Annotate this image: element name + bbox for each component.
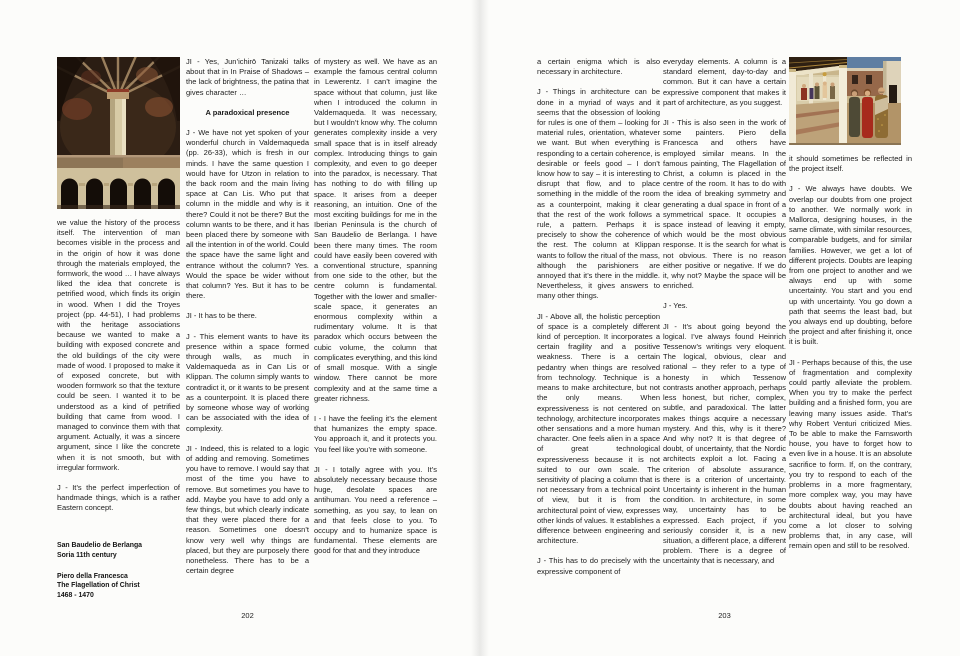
body-paragraph: JI - Indeed, this is related to a logic of adding and removing. Sometimes you have to remove. I would say that most of the time you have to remove. But sometimes you have to add. Maybe you have to add only a few things, but which clearly indicate that they were placed there for a reason. Sometimes one doesn’t know very well why things are placed, but they are purposely there nonetheless. There has to be a certain degree <box>186 443 309 576</box>
flagellation-painting <box>789 57 912 145</box>
body-paragraph: JI - I totally agree with you. It’s absolutely necessary because those huge, desolate spaces are antihuman. You need a reference – something, as you say, to lean on and that feels close to you. To occupy and to humanize space is fundamental. These elements are good for that and they introduce <box>314 464 437 556</box>
section-heading: A paradoxical presence <box>205 107 290 117</box>
body-paragraph: JI - It has to be there. <box>186 311 257 321</box>
body-paragraph: everyday elements. A column is a standard element, day-to-day and common. But it can have a certain expressive component that makes it part of architecture, as you suggest. <box>663 57 786 107</box>
caption-line: San Baudelio de Berlanga <box>57 542 143 549</box>
body-paragraph: a certain enigma which is also necessary in architecture. <box>537 57 660 77</box>
body-paragraph: JI - Yes, Jun’ichirō Tanizaki talks about that in In Praise of Shadows – the lack of brightness, the patina that gives character … <box>186 57 309 97</box>
caption-line: Soria 11th century <box>57 551 117 559</box>
body-paragraph: J - We have not yet spoken of your wonderful church in Valdemaqueda (pp. 26-33), which is fresh in our minds. I have the same question I would have for Utzon in relation to the back room and the main living space at Can Lis. Who put that column in the middle and why is it there? Could it not be there? But the column wants to be there, and it has been placed there by someone with all the intention in of the world. Could the space have the same light and entrance without the column? Yes. Would the space be wider without that column? Yes. But it has to be there. <box>186 128 309 301</box>
body-paragraph: J - This element wants to have its presence within a space formed through walls, as much in Valdemaqueda as in Can Lis or Klippan. The column simply wants to contradict it, or it wants to be present as a counterpoint. It is placed there by someone whose way of working can be associated with the idea of complexity. <box>186 331 309 433</box>
right-column-2 <box>663 57 786 577</box>
left-column-2 <box>186 57 309 586</box>
image-captions <box>57 541 180 612</box>
left-column-3 <box>314 57 437 567</box>
caption-line: 1468 - 1470 <box>57 592 94 600</box>
body-paragraph: J - It’s the perfect imperfection of handmade things, which is a rather Eastern concept. <box>57 483 180 513</box>
body-paragraph: JI - It’s about going beyond the logical. I’ve always found Heinrich Tessenow’s writings very eloquent. The logical, obvious, clear and rational – they refer to a type of honesty in which Tessenow contrasts another approach, perhaps less honest, but richer, complex, subtle, and paradoxical. The latter makes things acquire a necessary mystery. And this, why is it there? And why not? It is that degree of doubt, of uncertainty, that the Nordic architects exploit a lot. Facing a criterion of absolute assurance, there is a criterion of uncertainty. Uncertainty is inherent in the human condition. In architecture, in some way, uncertainty has to be expressed. Each project, if you seriously consider it, is a new situation, a different place, a different problem. There is a degree of uncertainty that is necessary, and <box>663 321 786 566</box>
right-column-1 <box>537 57 660 587</box>
body-paragraph: J - This has to do precisely with the expressive component of <box>537 556 660 576</box>
caption-line: The Flagellation of Christ <box>57 582 140 590</box>
body-paragraph: J - We always have doubts. We overlap our doubts from one project to another. We normally work in Mallorca, designing houses, in the same climate, with similar resources, comparable budgets, and for similar families. However, we get a lot of different projects. Doubts are leaping from one project to another and we always end up with some uncertainty. You start and you end up with uncertainty. You go down a path that seems the least bad, but you always end up doubting, before the project and after finishing it, once it is built. <box>789 184 912 347</box>
body-paragraph: of mystery as well. We have as an example the famous central column in Lewerentz. I can’t imagine the space without that column, just like when I introduced the column in Valdemaqueda. It was necessary, but I wouldn’t know why. The column generates complexity inside a very small space that is in itself already complex. Introducing things to gain complexity, and even to go deeper into the paradox, is necessary. That has nothing to do with filling up space. It arises from a deeper reasoning, an intuition. One of the most exciting buildings for me in the Iberian Peninsula is the church of San Baudelio de Berlanga. I have been there many times. The room could have easily been covered with a conventional structure, spanning from one side to the other, but the centre column is fundamental. Together with the lower and smaller-scale space, it generates an enormous complexity within a rudimentary volume. It is that paradox which occurs between the cubic volume, the column that complicates everything, and this kind of small mosque. With a single window. There cannot be more complexity and at the same time a greater richness. <box>314 57 437 403</box>
body-paragraph: J - Yes. <box>663 301 688 311</box>
page-number-left: 202 <box>241 611 254 620</box>
left-column-1 <box>57 57 180 524</box>
body-paragraph: I - I have the feeling it’s the element that humanizes the empty space. You approach it, and it protects you. You feel like you’re with someone. <box>314 413 437 454</box>
caption-line: Piero della Francesca <box>57 572 128 580</box>
right-column-3 <box>789 57 912 562</box>
page-number-right: 203 <box>718 611 731 620</box>
church-interior-image <box>57 57 180 209</box>
body-paragraph: J - Things in architecture can be done in a myriad of ways and it seems that the obsession of looking for rules is one of them – looking for material rules, orientation, whatever we want. But when everything is responding to a certain coherence, is desirable or feels good – I don’t know how to say – it is interesting to disrupt that flow, and to place something in the middle of the room as a counterpoint, making it clear that the rest of the work follows a rule, a pattern. Perhaps it is precisely to show the coherence of the rest. The column at Klippan wants to follow the ritual of the mass, although the parishioners are annoyed that it’s there in the middle. Nevertheless, it gives answers to many other things. <box>537 87 660 301</box>
spine-gutter <box>471 0 489 656</box>
church-photo <box>57 57 180 209</box>
body-paragraph: we value the history of the process itself. The intervention of man becomes visible in the process and in the origin of how it was done through the materials employed, the formwork, the wood … I have always liked the idea that concrete is petrified wood, which finds its origin in wood. When I did the Troyes project (pp. 44-51), I had problems with the heritage associations because we wanted to make a building with exposed concrete and the old buildings of the city were made of wood. I proposed to make it of exposed concrete, but with wooden formwork so that the texture could be seen. I wanted it to be understood as a kind of petrified building that came from wood. I managed to convince them with that argument. Actually, it was a sincere argument, since I like the concrete when it is not smooth, but with irregular formwork. <box>57 218 180 472</box>
flagellation-of-christ-image <box>789 57 901 145</box>
body-paragraph: JI - This is also seen in the work of some painters. Piero della Francesca and others have employed similar means. In the famous painting, The Flagellation of Christ, a column is placed in the centre of the room. It has to do with the idea of breaking symmetry and generating a dual space in front of a symmetrical space. It occupies a space instead of leaving it empty, which would be the most obvious response. It is the search for what is not obvious. There is no reason either positive or negative. If we do it, why not? Maybe the space will be enriched. <box>663 118 786 291</box>
caption-church <box>57 541 180 561</box>
caption-painting <box>57 572 180 601</box>
body-paragraph: JI - Above all, the holistic perception of space is a completely different kind of perception. It incorporates a certain fragility and a positive weakness. There is a certain pedantry when things are resolved from technology. Technique is a means to make architecture, but not the only means. When expressiveness is not centered on technology, architecture incorporates other sensations and a more human character. One feels alien in a space of great technological expressiveness because it is not suited to our own scale. The sensitivity of placing a column that is not necessary from a technical point of view, but it is from the architectural point of view, expresses other kinds of values. It establishes a difference between engineering and architecture. <box>537 311 660 546</box>
body-paragraph: JI - Perhaps because of this, the use of fragmentation and complexity could partly alleviate the problem. When you try to make the perfect building and a finished form, you are leaving many issues aside. That’s why Robert Venturi criticized Mies. To be able to make the Farnsworth house, you have to forget how to even live in a house. It is an absolute sacrifice to form. If, on the contrary, you try to respond to each of the problems in a more fragmentary, more complex way, you may have doubts about having reached an architectural ideal, but you have come a lot closer to solving problems that, in any case, will remain open and still to be resolved. <box>789 357 912 551</box>
body-paragraph: it should sometimes be reflected in the project itself. <box>789 154 912 174</box>
